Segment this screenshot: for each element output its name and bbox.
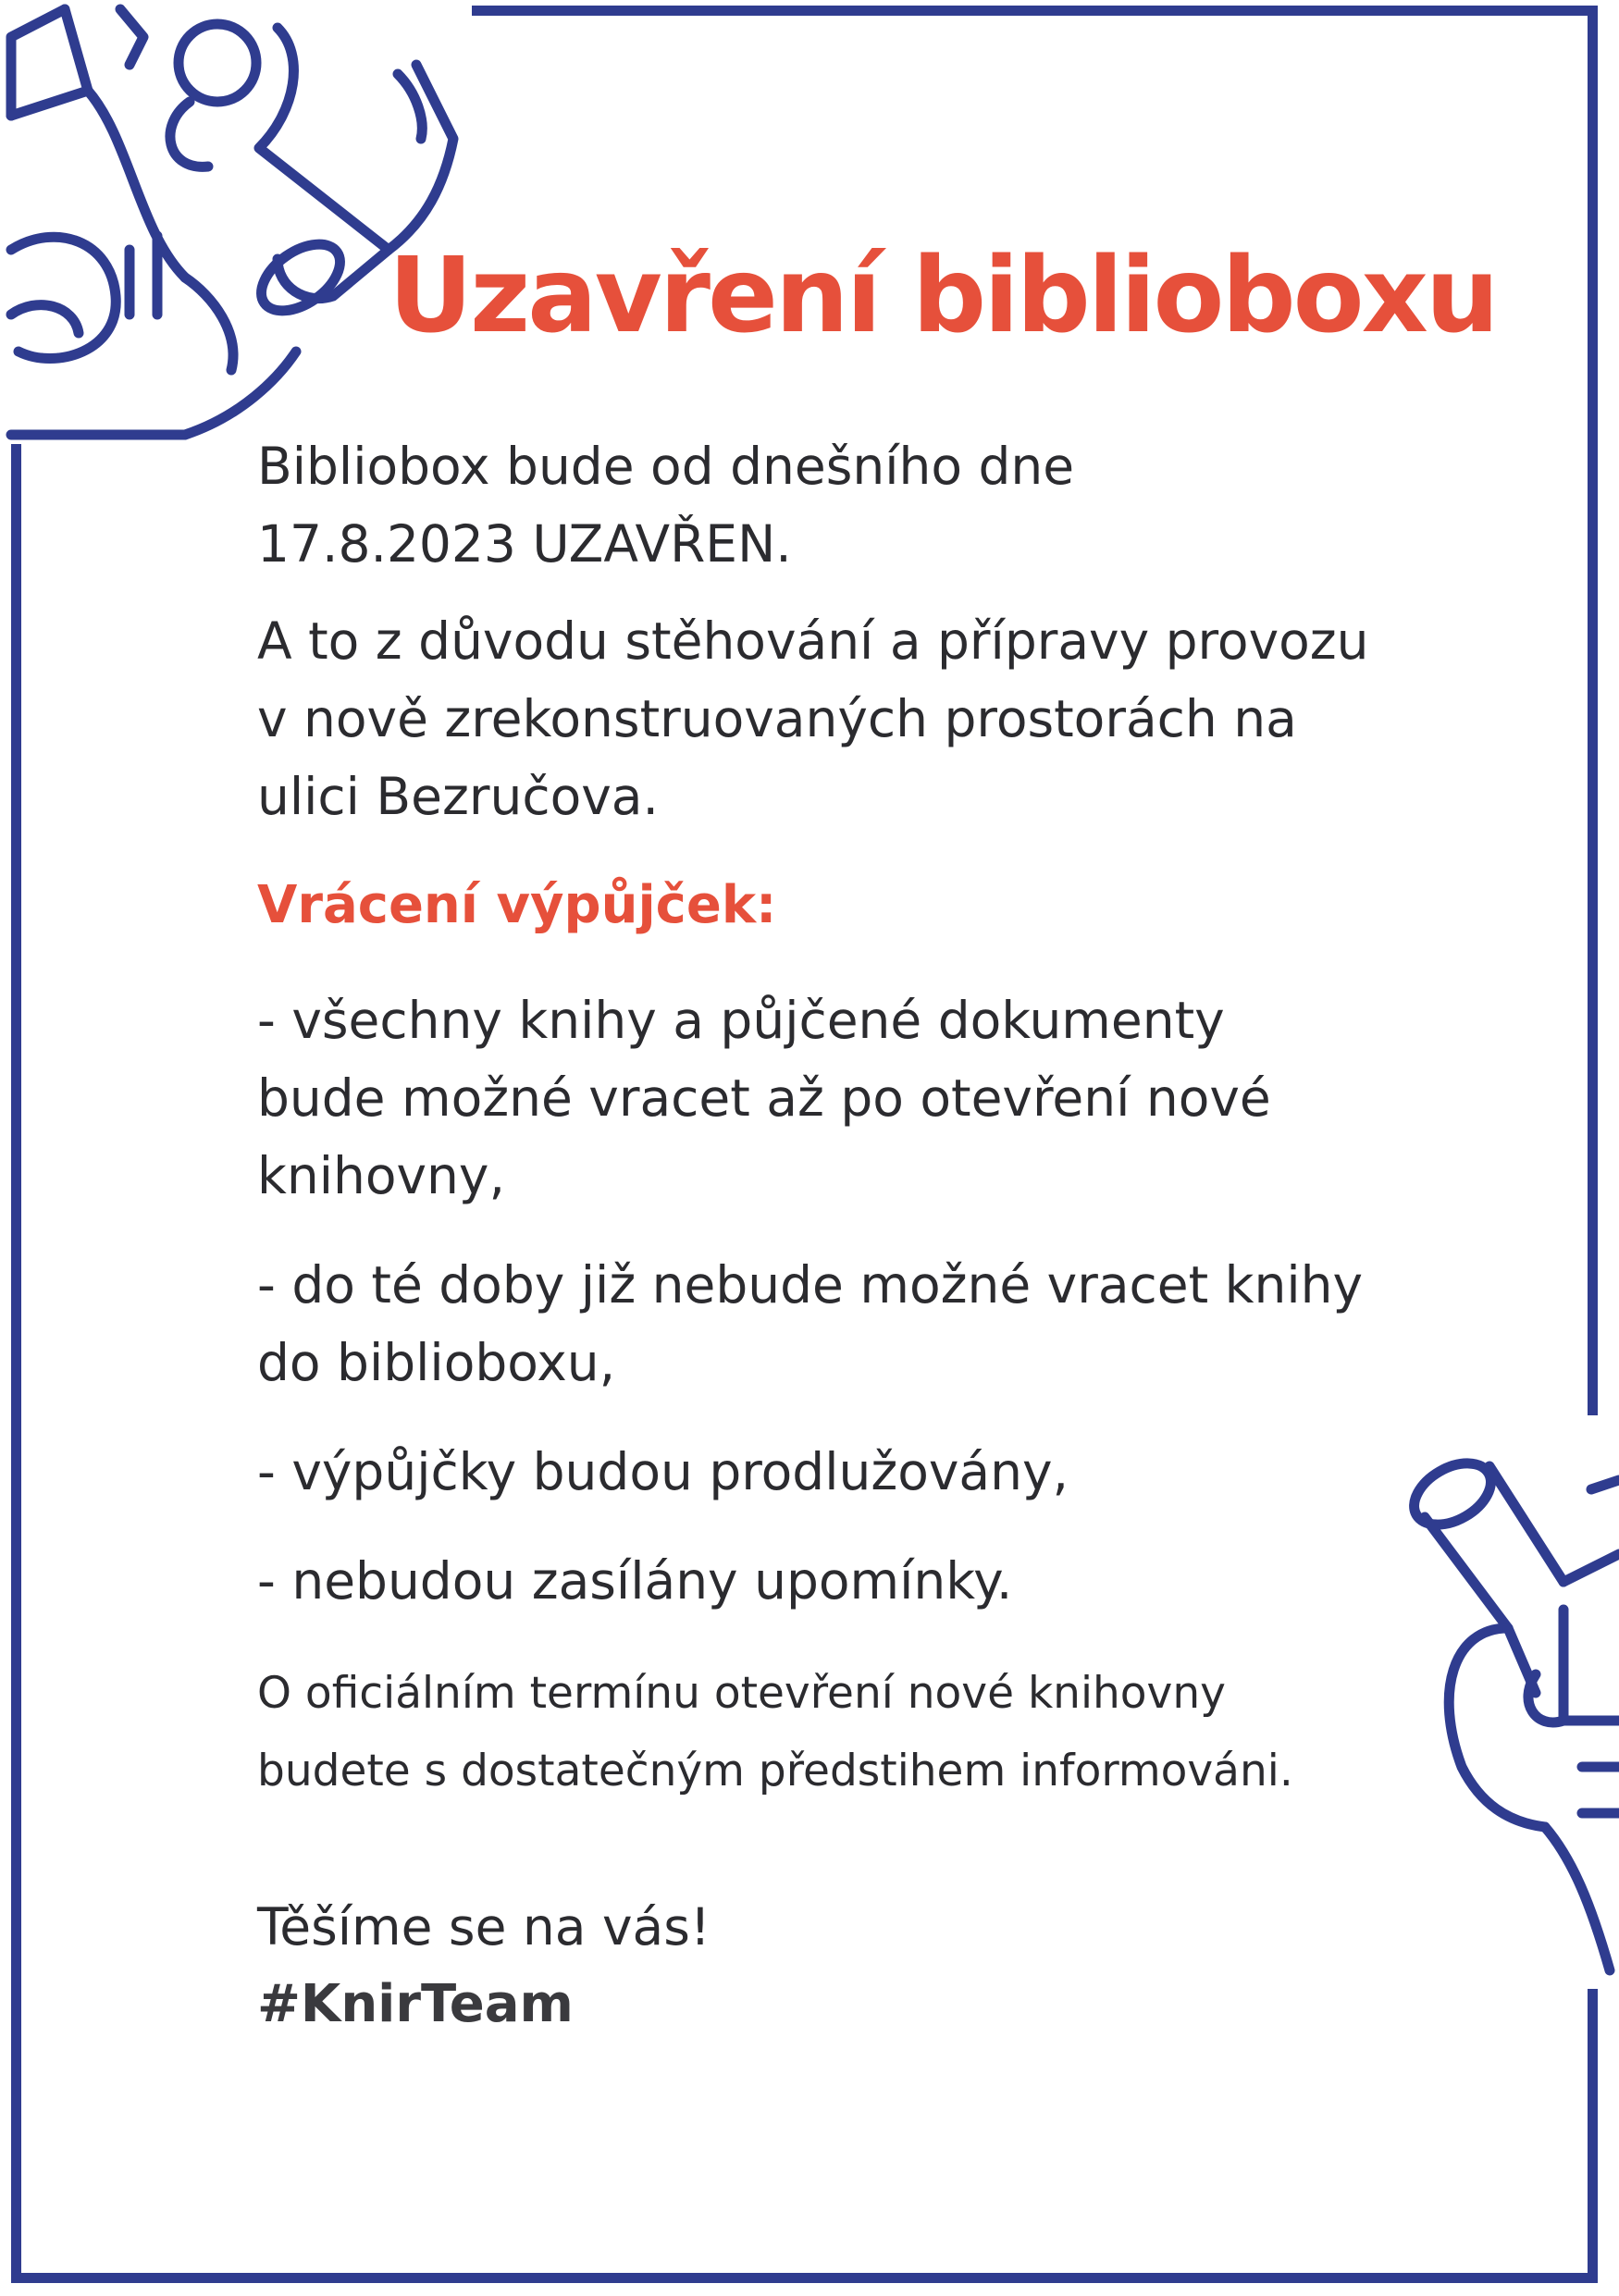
intro-paragraph <box>257 427 1403 583</box>
page-title: Uzavření biblioboxu <box>389 236 1497 356</box>
info-paragraph <box>257 1655 1403 1810</box>
reason-line-1: A to z důvodu stěhování a přípravy provozu <box>257 611 1369 671</box>
bullet-3-line-1: - výpůjčky budou prodlužovány, <box>257 1442 1069 1501</box>
bullet-1-line-3: knihovny, <box>257 1146 505 1205</box>
bullet-item <box>257 1246 1403 1401</box>
hand-book-illustration-bottom-right <box>1397 1415 1619 1989</box>
bullet-item <box>257 1433 1403 1511</box>
bullet-2-line-2: do biblioboxu, <box>257 1333 616 1392</box>
reason-line-3: ulici Bezručova. <box>257 767 659 826</box>
bullet-2-line-1: - do té doby již nebude možné vracet knihy <box>257 1255 1364 1315</box>
intro-line-2: 17.8.2023 UZAVŘEN. <box>257 514 792 574</box>
hashtag: #KnirTeam <box>257 1974 574 2034</box>
closing-line: Těšíme se na vás! <box>257 1897 711 1957</box>
info-line-1: O oficiálním termínu otevření nové knihovny <box>257 1668 1226 1719</box>
reason-paragraph <box>257 602 1403 835</box>
hand-book-illustration-top-left <box>0 0 472 444</box>
bullet-1-line-2: bude možné vracet až po otevření nové <box>257 1068 1271 1128</box>
intro-line-1: Bibliobox bude od dnešního dne <box>257 437 1075 496</box>
bullet-item <box>257 1542 1403 1620</box>
info-line-2: budete s dostatečným předstihem informováni. <box>257 1746 1293 1796</box>
reason-line-2: v nově zrekonstruovaných prostorách na <box>257 689 1297 748</box>
bullet-item <box>257 981 1403 1215</box>
bullet-1-line-1: - všechny knihy a půjčené dokumenty <box>257 991 1225 1050</box>
returns-heading: Vrácení výpůjček: <box>257 875 777 935</box>
notice-body <box>257 427 1403 2043</box>
bullet-4-line-1: - nebudou zasílány upomínky. <box>257 1551 1013 1611</box>
